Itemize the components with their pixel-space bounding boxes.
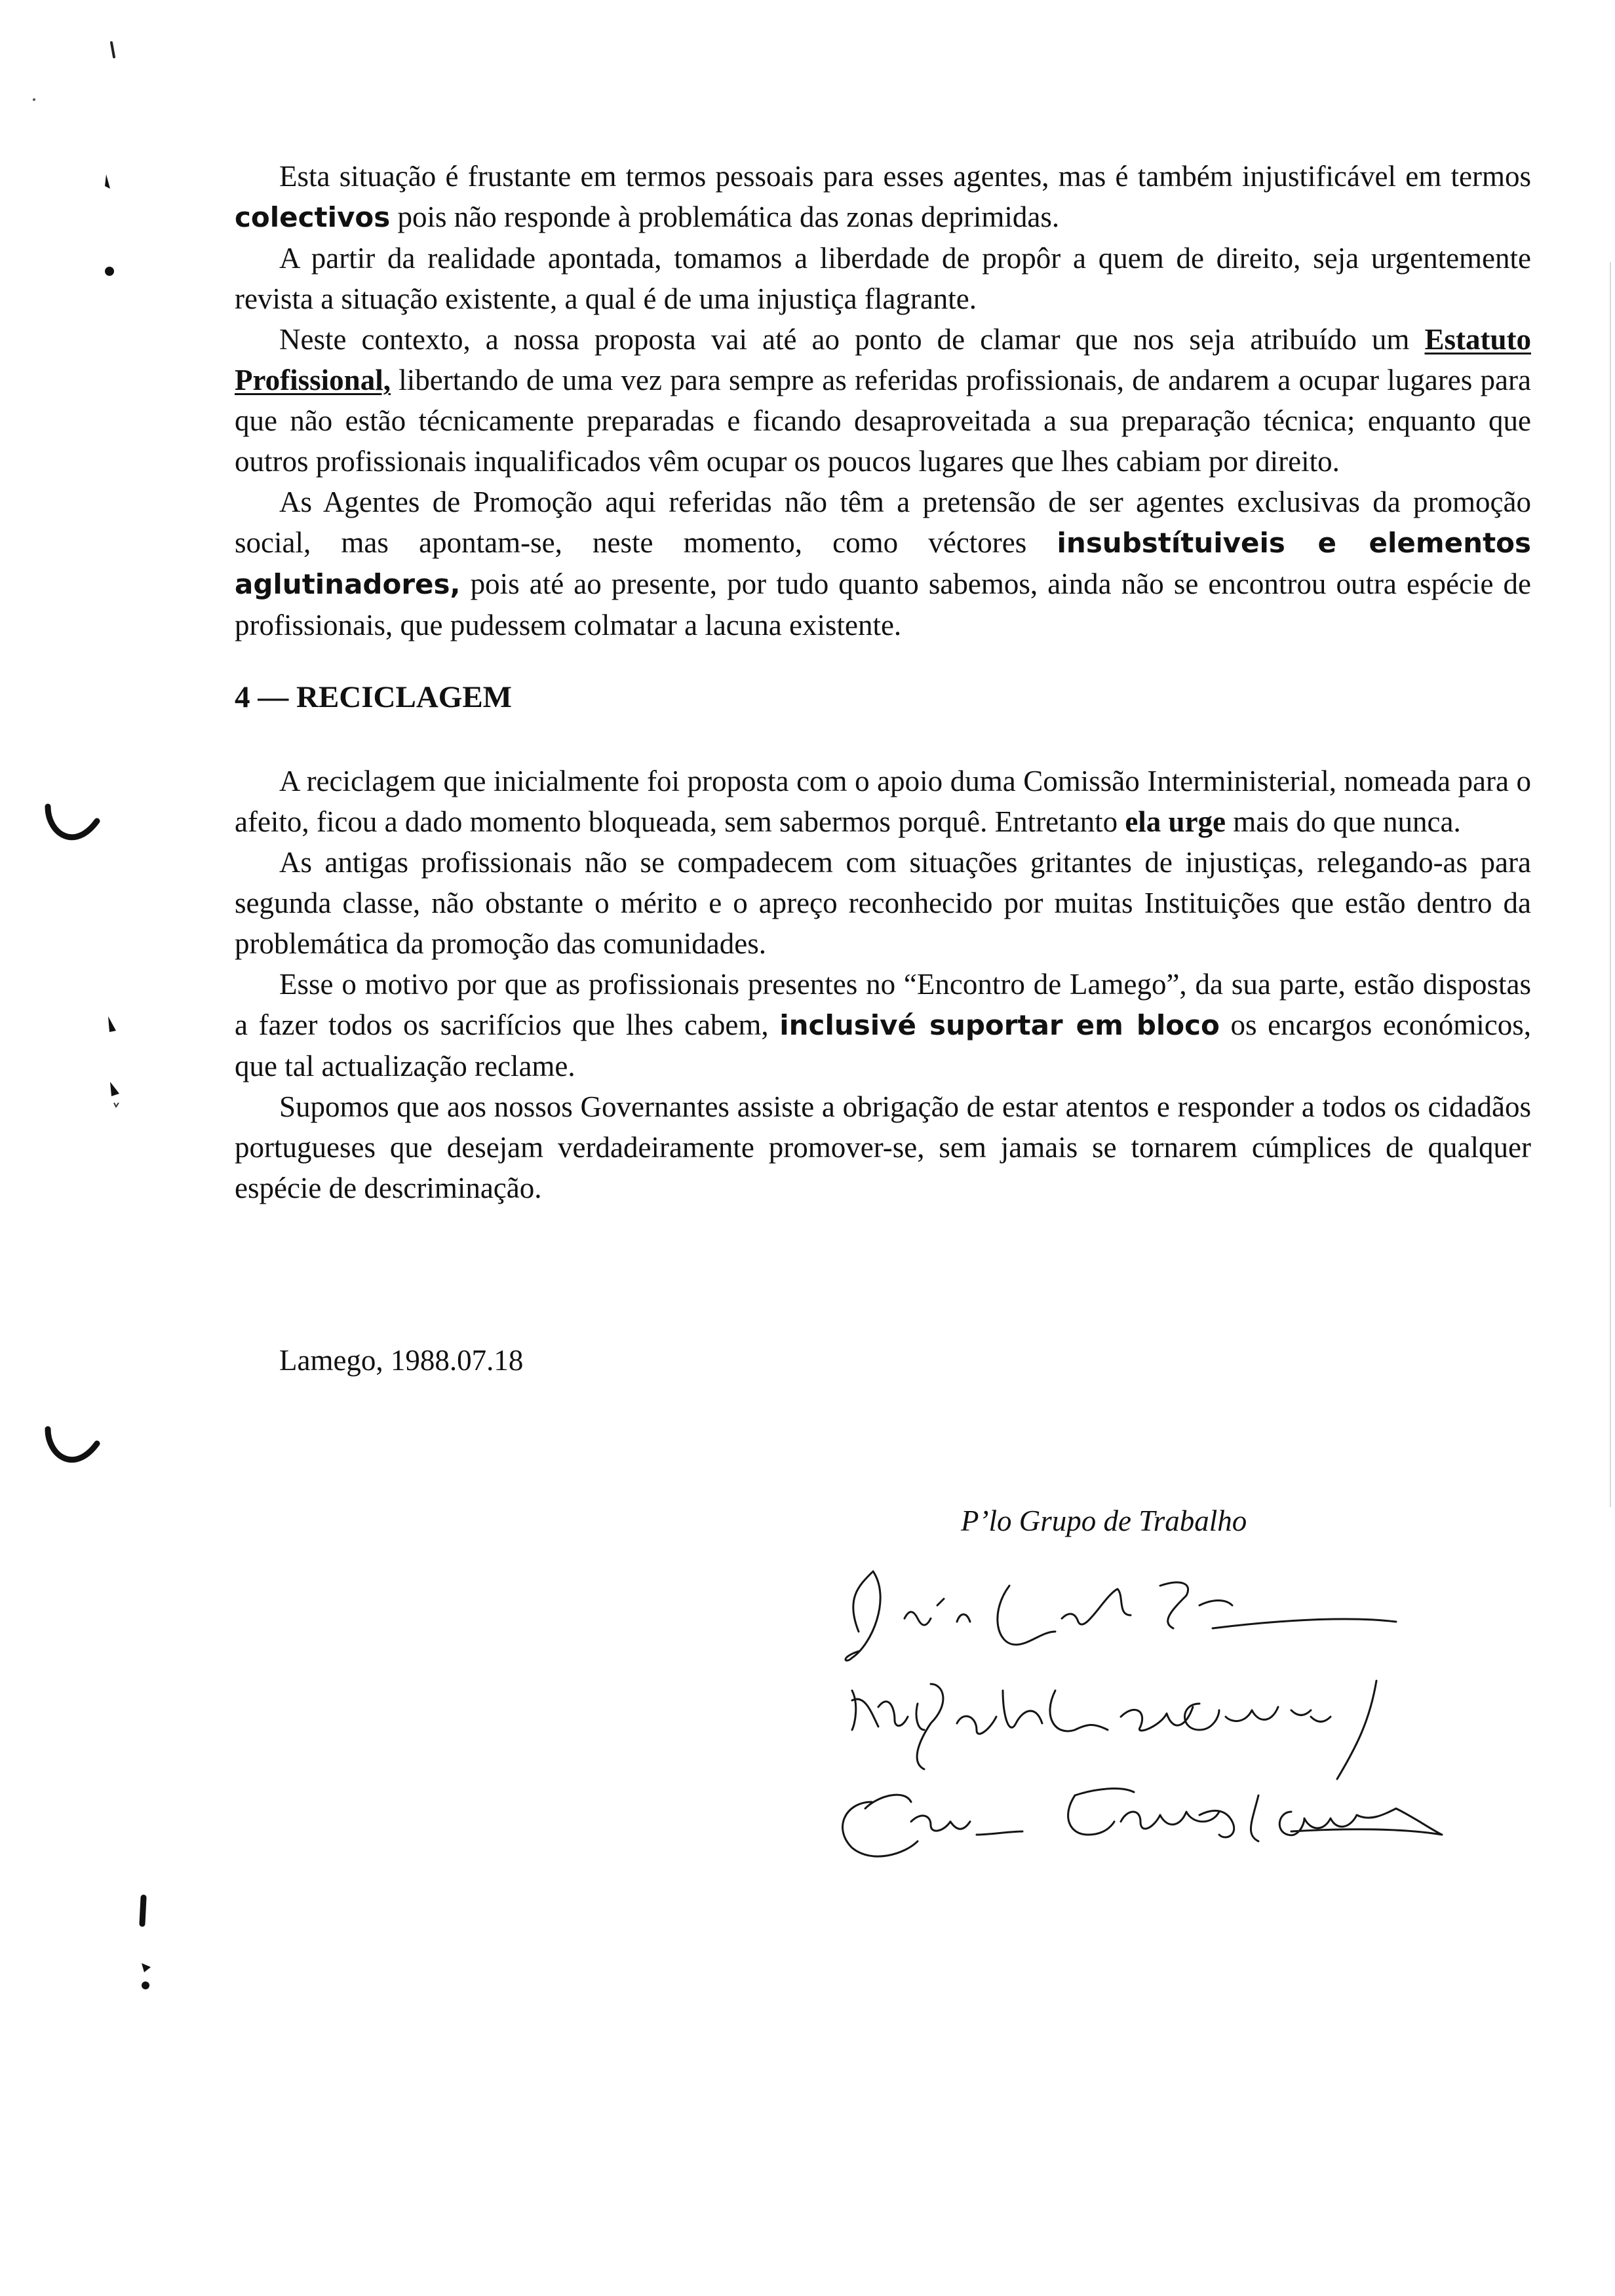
body-text: libertando de uma vez para sempre as referidas profissionais, de andarem a ocupar lugares para que não estão técnicamente preparadas e ficando desaproveitada a sua preparação técnica; enquanto que outros profissionais inqualificados vêm ocupar os poucos lugares que lhes cabiam por direito. bbox=[235, 364, 1531, 478]
paragraph bbox=[235, 761, 1531, 842]
body-text: os encargos económicos, que tal actualização reclame. bbox=[235, 1008, 1532, 1082]
scan-artifact-tick bbox=[105, 39, 125, 66]
emphasis-text: colectivos bbox=[235, 201, 391, 233]
scan-edge-line bbox=[1610, 262, 1611, 1507]
signature-1 bbox=[846, 1571, 1396, 1660]
paragraph bbox=[235, 482, 1531, 645]
body-text: Esta situação é frustante em termos pessoais para esses agentes, mas é também injustificável em termos bbox=[279, 160, 1531, 193]
body-text: pois não responde à problemática das zonas deprimidas. bbox=[390, 201, 1060, 233]
scan-artifact-dot bbox=[102, 1012, 121, 1039]
scan-artifact-hook bbox=[43, 1425, 102, 1471]
signature-3 bbox=[843, 1789, 1442, 1857]
date-line: Lamego, 1988.07.18 bbox=[279, 1344, 524, 1377]
paragraph bbox=[235, 238, 1531, 319]
scan-artifact-dot bbox=[26, 92, 46, 111]
scan-artifact-hook bbox=[43, 803, 102, 849]
scan-artifact-dot bbox=[136, 1959, 156, 1999]
section-agentes bbox=[235, 156, 1531, 645]
paragraph bbox=[235, 319, 1531, 482]
emphasis-text: ela urge bbox=[1125, 805, 1226, 838]
body-text: Supomos que aos nossos Governantes assiste a obrigação de estar atentos e responder a todos os cidadãos portugueses que desejam verdadeiramente promover-se, sem jamais se tornarem cúmplices de qualquer espécie de descriminação. bbox=[235, 1090, 1531, 1204]
paragraph bbox=[235, 156, 1531, 238]
body-text: mais do que nunca. bbox=[1226, 805, 1461, 838]
body-text: As antigas profissionais não se compadecem com situações gritantes de injustiças, relegando-as para segunda classe, não obstante o mérito e o apreço reconhecido por muitas Instituições que estão dentro da problemática da promoção das comunidades. bbox=[235, 846, 1531, 960]
handwritten-signatures bbox=[832, 1559, 1586, 1874]
body-text: pois até ao presente, por tudo quanto sabemos, ainda não se encontrou outra espécie de profissionais, que pudessem colmatar a lacuna existente. bbox=[235, 567, 1531, 641]
emphasis-text: insubstítuiveis e elementos aglutinadores, bbox=[235, 527, 1531, 600]
document-body bbox=[235, 156, 1531, 1208]
signature-2 bbox=[852, 1681, 1376, 1779]
signoff-label: P’lo Grupo de Trabalho bbox=[961, 1504, 1247, 1537]
body-text: Neste contexto, a nossa proposta vai até ao ponto de clamar que nos seja atribuído um bbox=[279, 323, 1425, 356]
paragraph bbox=[235, 1086, 1531, 1208]
emphasis-text: Estatuto Profissional, bbox=[235, 323, 1531, 396]
paragraph bbox=[235, 964, 1531, 1086]
body-text: Esse o motivo por que as profissionais presentes no “Encontro de Lamego”, da sua parte, estão dispostas a fazer todos os sacrifícios que lhes cabem, bbox=[235, 968, 1531, 1041]
scan-artifact-dot bbox=[104, 1078, 130, 1117]
paragraph bbox=[235, 842, 1531, 964]
emphasis-text: inclusivé suportar em bloco bbox=[779, 1009, 1220, 1041]
section-reciclagem bbox=[235, 761, 1531, 1208]
scan-artifact-dash bbox=[134, 1894, 154, 1933]
body-text: As Agentes de Promoção aqui referidas não têm a pretensão de ser agentes exclusivas da promoção social, mas apontam-se, neste momento, como véctores bbox=[235, 486, 1531, 559]
body-text: A partir da realidade apontada, tomamos a liberdade de propôr a quem de direito, seja urgentemente revista a situação existente, a qual é de uma injustiça flagrante. bbox=[235, 242, 1531, 315]
body-text: A reciclagem que inicialmente foi proposta com o apoio duma Comissão Interministerial, nomeada para o afeito, ficou a dado momento bloqueada, sem sabermos porquê. Entretanto bbox=[235, 765, 1531, 838]
scan-artifact-dot bbox=[98, 170, 118, 197]
section-heading: 4 — RECICLAGEM bbox=[235, 680, 513, 714]
scan-artifact-dot bbox=[102, 262, 121, 282]
